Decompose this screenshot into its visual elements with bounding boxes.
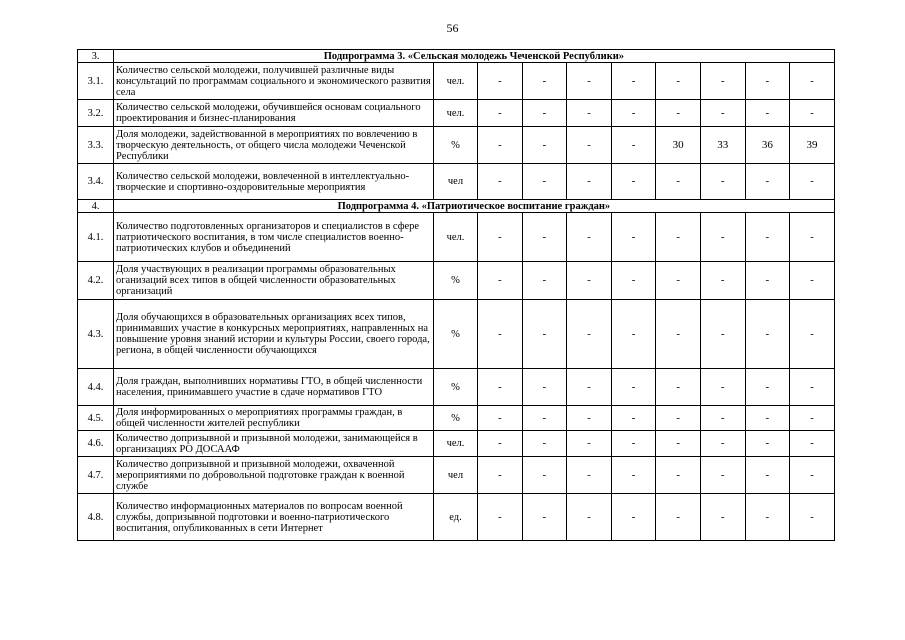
indicator-row <box>78 262 835 300</box>
indicator-value: - <box>790 369 835 406</box>
row-number: 3.4. <box>78 164 114 200</box>
indicator-value: - <box>656 63 701 100</box>
indicator-value: - <box>656 213 701 262</box>
row-number: 4.7. <box>78 457 114 494</box>
indicator-name: Доля молодежи, задействованной в мероприятиях по вовлечению в творческую деятельность, от общего числа молодежи Чеченской Республики <box>114 127 434 164</box>
indicator-value: - <box>745 262 790 300</box>
indicator-value: - <box>567 406 612 431</box>
indicator-value: - <box>656 406 701 431</box>
indicator-value: - <box>656 494 701 541</box>
indicator-value: - <box>611 369 656 406</box>
indicator-row <box>78 369 835 406</box>
indicator-value: - <box>611 431 656 457</box>
unit-of-measure: ед. <box>434 494 478 541</box>
indicator-value: - <box>745 494 790 541</box>
indicator-value: - <box>700 262 745 300</box>
indicator-value: - <box>745 164 790 200</box>
row-number: 4.2. <box>78 262 114 300</box>
indicator-value: 39 <box>790 127 835 164</box>
unit-of-measure: % <box>434 300 478 369</box>
indicator-name: Доля информированных о мероприятиях программы граждан, в общей численности жителей республики <box>114 406 434 431</box>
indicator-value: - <box>478 457 523 494</box>
indicator-value: - <box>522 213 567 262</box>
indicator-value: - <box>567 164 612 200</box>
indicator-value: - <box>790 406 835 431</box>
indicator-value: - <box>611 457 656 494</box>
indicator-name: Количество допризывной и призывной молодежи, охваченной мероприятиями по добровольной подготовке граждан к военной службе <box>114 457 434 494</box>
row-number: 4.5. <box>78 406 114 431</box>
section-title: Подпрограмма 3. «Сельская молодежь Чеченской Республики» <box>114 50 835 63</box>
indicator-value: - <box>700 406 745 431</box>
indicator-row <box>78 164 835 200</box>
indicator-value: - <box>567 100 612 127</box>
indicator-value: 36 <box>745 127 790 164</box>
indicator-value: - <box>656 300 701 369</box>
indicator-value: - <box>700 100 745 127</box>
indicator-value: - <box>745 300 790 369</box>
indicator-value: - <box>790 300 835 369</box>
indicators-table <box>77 49 835 541</box>
indicator-value: - <box>567 127 612 164</box>
indicator-value: - <box>478 300 523 369</box>
indicator-value: - <box>478 127 523 164</box>
indicator-value: - <box>700 164 745 200</box>
indicator-row <box>78 406 835 431</box>
indicator-value: - <box>567 431 612 457</box>
indicator-value: - <box>478 100 523 127</box>
indicator-value: - <box>790 213 835 262</box>
unit-of-measure: чел. <box>434 100 478 127</box>
indicator-name: Количество допризывной и призывной молодежи, занимающейся в организациях РО ДОСААФ <box>114 431 434 457</box>
indicator-value: - <box>790 457 835 494</box>
indicator-value: - <box>790 100 835 127</box>
indicator-value: - <box>790 494 835 541</box>
indicator-value: - <box>522 457 567 494</box>
indicator-value: - <box>567 369 612 406</box>
indicator-name: Количество сельской молодежи, обучившейся основам социального проектирования и бизнес-планирования <box>114 100 434 127</box>
indicator-value: - <box>611 164 656 200</box>
section-header-row <box>78 50 835 63</box>
indicator-value: - <box>656 369 701 406</box>
indicator-value: - <box>656 457 701 494</box>
indicator-row <box>78 127 835 164</box>
indicator-row <box>78 100 835 127</box>
indicator-value: - <box>478 213 523 262</box>
indicator-value: - <box>478 369 523 406</box>
unit-of-measure: чел. <box>434 63 478 100</box>
indicator-value: - <box>656 262 701 300</box>
indicator-value: - <box>790 63 835 100</box>
indicator-value: - <box>567 494 612 541</box>
section-title: Подпрограмма 4. «Патриотическое воспитание граждан» <box>114 200 835 213</box>
row-number: 4.1. <box>78 213 114 262</box>
indicator-value: - <box>700 63 745 100</box>
indicator-value: - <box>522 63 567 100</box>
indicator-value: - <box>522 369 567 406</box>
unit-of-measure: % <box>434 369 478 406</box>
indicator-value: - <box>567 213 612 262</box>
indicator-value: - <box>700 369 745 406</box>
indicator-row <box>78 494 835 541</box>
indicator-row <box>78 213 835 262</box>
row-number: 3.2. <box>78 100 114 127</box>
indicator-value: 30 <box>656 127 701 164</box>
indicator-value: - <box>745 63 790 100</box>
indicator-value: - <box>700 457 745 494</box>
indicator-value: - <box>522 127 567 164</box>
indicator-name: Количество сельской молодежи, вовлеченной в интеллектуально-творческие и спортивно-оздоровительные мероприятия <box>114 164 434 200</box>
indicator-value: - <box>790 262 835 300</box>
indicator-value: - <box>656 431 701 457</box>
indicator-value: - <box>522 164 567 200</box>
indicator-value: - <box>522 494 567 541</box>
row-number: 4.4. <box>78 369 114 406</box>
indicator-row <box>78 300 835 369</box>
indicator-name: Доля участвующих в реализации программы образовательных оганизаций всех типов в общей численности образовательных организаций <box>114 262 434 300</box>
indicator-value: - <box>478 494 523 541</box>
indicator-name: Количество подготовленных организаторов и специалистов в сфере патриотического воспитания, в том числе специалистов военно-патриотических клубов и объединений <box>114 213 434 262</box>
indicator-row <box>78 63 835 100</box>
indicator-value: - <box>611 213 656 262</box>
row-number: 4.3. <box>78 300 114 369</box>
unit-of-measure: % <box>434 262 478 300</box>
indicator-value: - <box>745 406 790 431</box>
section-header-row <box>78 200 835 213</box>
indicator-value: - <box>478 164 523 200</box>
indicator-value: - <box>745 457 790 494</box>
indicator-name: Доля обучающихся в образовательных организациях всех типов, принимавших участие в конкурсных мероприятиях, направленных на повышение уровня знаний истории и культуры России, своего города, региона, в общей численности обучающихся <box>114 300 434 369</box>
indicator-value: - <box>611 494 656 541</box>
indicator-value: - <box>745 213 790 262</box>
indicator-value: - <box>522 262 567 300</box>
unit-of-measure: чел <box>434 457 478 494</box>
indicator-value: - <box>700 213 745 262</box>
unit-of-measure: чел. <box>434 431 478 457</box>
unit-of-measure: чел. <box>434 213 478 262</box>
section-number: 4. <box>78 200 114 213</box>
indicator-row <box>78 457 835 494</box>
indicator-value: - <box>745 100 790 127</box>
indicator-value: - <box>478 63 523 100</box>
row-number: 4.8. <box>78 494 114 541</box>
indicator-row <box>78 431 835 457</box>
indicator-value: - <box>745 431 790 457</box>
indicator-value: - <box>567 63 612 100</box>
row-number: 3.1. <box>78 63 114 100</box>
indicator-value: - <box>611 127 656 164</box>
unit-of-measure: % <box>434 127 478 164</box>
indicator-value: - <box>478 406 523 431</box>
unit-of-measure: % <box>434 406 478 431</box>
indicator-value: - <box>700 494 745 541</box>
indicator-value: - <box>656 100 701 127</box>
indicator-value: - <box>656 164 701 200</box>
indicator-value: - <box>478 262 523 300</box>
section-number: 3. <box>78 50 114 63</box>
indicator-value: - <box>745 369 790 406</box>
indicator-value: - <box>567 262 612 300</box>
page-number: 56 <box>446 21 459 35</box>
indicator-value: - <box>522 431 567 457</box>
indicator-value: 33 <box>700 127 745 164</box>
row-number: 4.6. <box>78 431 114 457</box>
indicator-value: - <box>522 406 567 431</box>
indicator-value: - <box>700 300 745 369</box>
indicator-value: - <box>790 431 835 457</box>
indicator-value: - <box>611 262 656 300</box>
indicator-value: - <box>478 431 523 457</box>
indicator-value: - <box>611 406 656 431</box>
indicator-value: - <box>567 457 612 494</box>
indicator-value: - <box>522 100 567 127</box>
indicator-value: - <box>611 300 656 369</box>
unit-of-measure: чел <box>434 164 478 200</box>
indicator-value: - <box>611 63 656 100</box>
indicator-value: - <box>522 300 567 369</box>
indicator-name: Количество сельской молодежи, получившей различные виды консультаций по программам социального и экономического развития села <box>114 63 434 100</box>
indicator-name: Доля граждан, выполнивших нормативы ГТО, в общей численности населения, принимавшего участие в сдаче нормативов ГТО <box>114 369 434 406</box>
indicator-value: - <box>567 300 612 369</box>
indicator-value: - <box>790 164 835 200</box>
row-number: 3.3. <box>78 127 114 164</box>
indicator-value: - <box>700 431 745 457</box>
indicator-value: - <box>611 100 656 127</box>
indicator-name: Количество информационных материалов по вопросам военной службы, допризывной подготовки и военно-патриотического воспитания, опубликованных в сети Интернет <box>114 494 434 541</box>
